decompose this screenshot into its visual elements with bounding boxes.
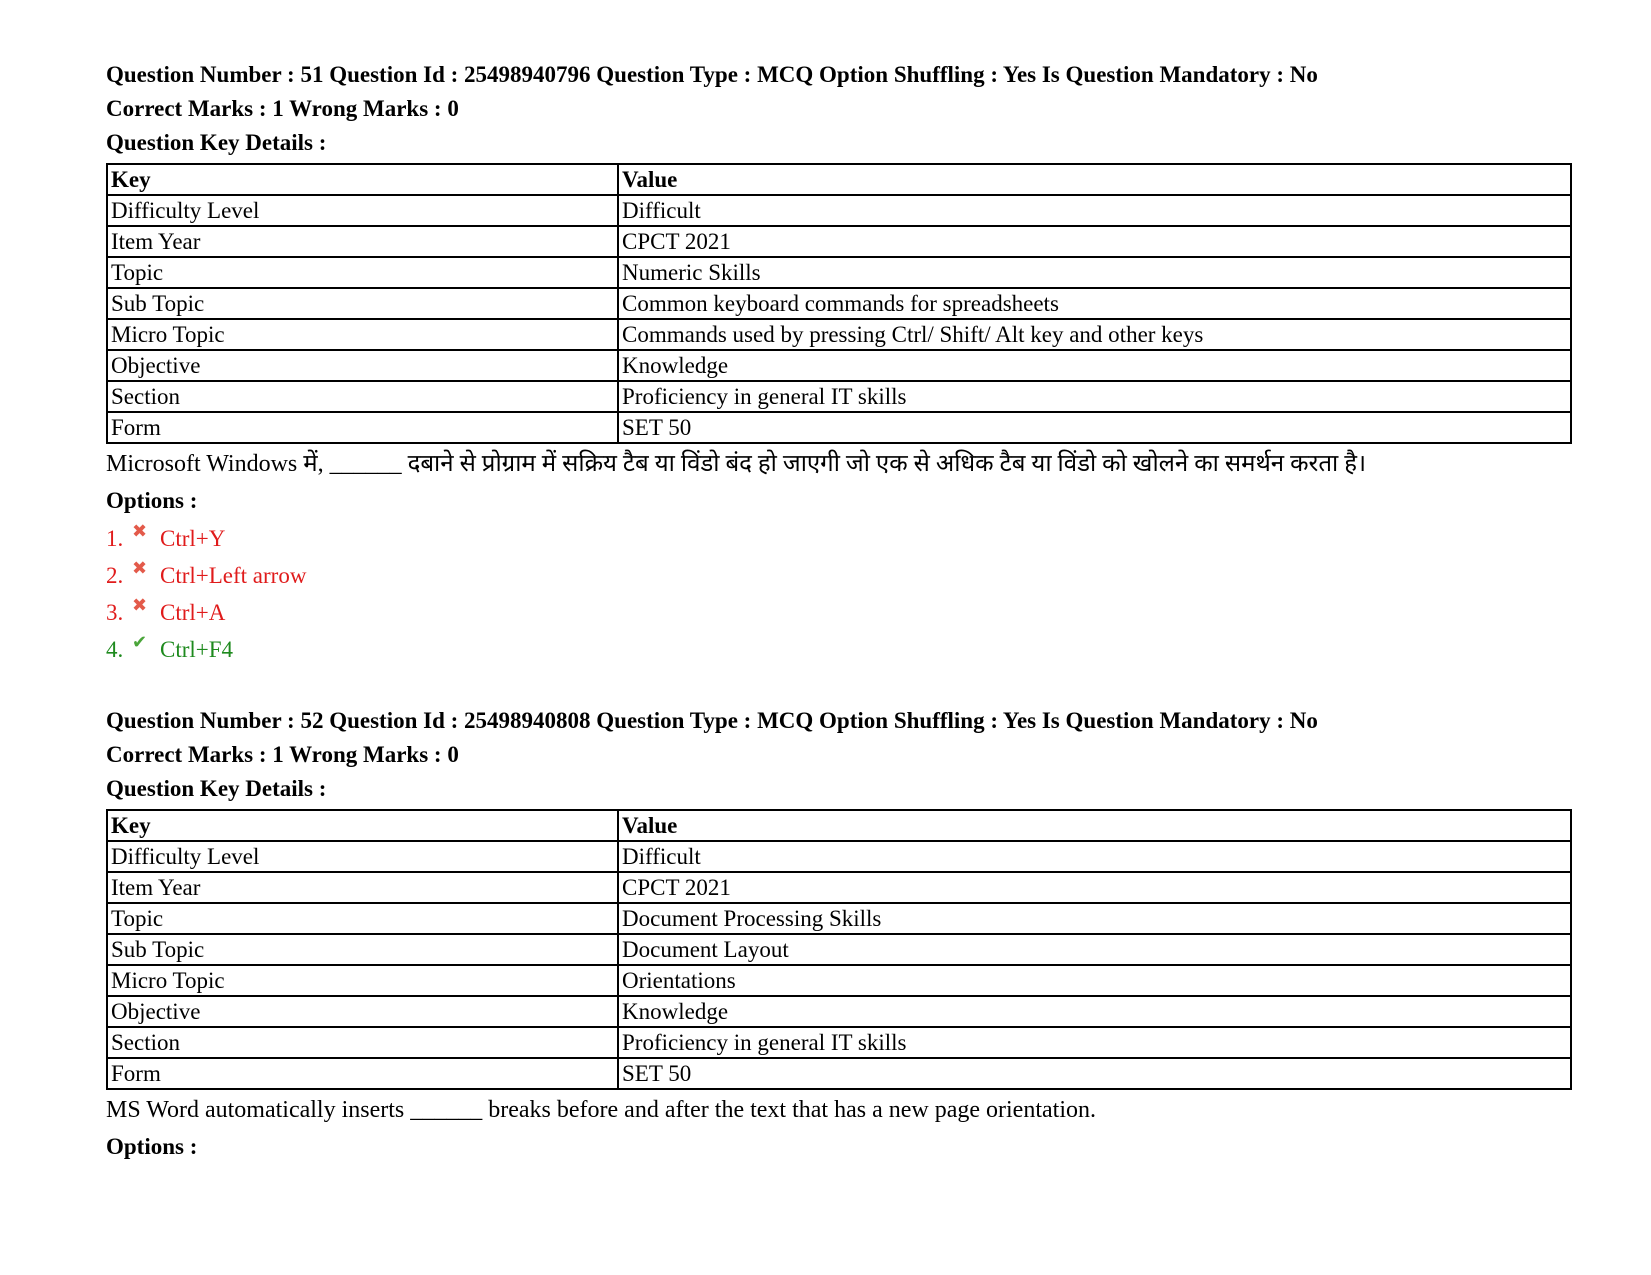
row-key: Item Year <box>107 226 618 257</box>
row-value: Numeric Skills <box>618 257 1571 288</box>
key-details-table <box>106 163 1572 444</box>
block-spacer <box>106 668 1572 704</box>
row-value: Common keyboard commands for spreadsheets <box>618 288 1571 319</box>
option-text: Ctrl+Left arrow <box>160 563 307 588</box>
row-key: Topic <box>107 257 618 288</box>
header-key: Key <box>107 810 618 841</box>
row-key: Difficulty Level <box>107 195 618 226</box>
table-row <box>107 996 1571 1027</box>
row-key: Micro Topic <box>107 965 618 996</box>
marks-line: Correct Marks : 1 Wrong Marks : 0 <box>106 96 459 121</box>
question-text: Microsoft Windows में, ______ दबाने से प्रोग्राम में सक्रिय टैब या विंडो बंद हो जाएगी जो एक से अधिक टैब या विंडो को खोलने का समर्थन करता है। <box>106 451 1367 477</box>
option-number: 3. <box>106 600 124 625</box>
row-key: Objective <box>107 350 618 381</box>
question-meta-line: Question Number : 51 Question Id : 25498940796 Question Type : MCQ Option Shuffling : Yes Is Question Mandatory : No <box>106 62 1318 87</box>
row-value: Knowledge <box>618 350 1571 381</box>
row-value: Knowledge <box>618 996 1571 1027</box>
table-row <box>107 903 1571 934</box>
row-value: Commands used by pressing Ctrl/ Shift/ Alt key and other keys <box>618 319 1571 350</box>
table-row <box>107 934 1571 965</box>
header-value: Value <box>618 164 1571 195</box>
option-number: 4. <box>106 637 124 662</box>
row-key: Topic <box>107 903 618 934</box>
row-value: SET 50 <box>618 1058 1571 1089</box>
marks-line: Correct Marks : 1 Wrong Marks : 0 <box>106 742 459 767</box>
row-key: Sub Topic <box>107 934 618 965</box>
table-row <box>107 872 1571 903</box>
row-value: Document Layout <box>618 934 1571 965</box>
check-icon: ✔ <box>132 632 148 653</box>
table-row <box>107 841 1571 872</box>
question-block-52 <box>106 704 1572 1164</box>
cross-icon: ✖ <box>132 558 148 579</box>
options-list <box>106 520 1572 668</box>
table-row <box>107 1058 1571 1089</box>
option-text: Ctrl+A <box>160 600 226 625</box>
option-1 <box>106 520 1572 557</box>
row-key: Form <box>107 412 618 443</box>
table-header-row <box>107 164 1571 195</box>
question-block-51 <box>106 58 1572 668</box>
table-row <box>107 257 1571 288</box>
table-row <box>107 319 1571 350</box>
option-4 <box>106 631 1572 668</box>
table-row <box>107 381 1571 412</box>
key-details-label: Question Key Details : <box>106 130 327 155</box>
row-key: Form <box>107 1058 618 1089</box>
table-row <box>107 965 1571 996</box>
row-value: CPCT 2021 <box>618 226 1571 257</box>
key-details-label: Question Key Details : <box>106 776 327 801</box>
row-value: CPCT 2021 <box>618 872 1571 903</box>
header-key: Key <box>107 164 618 195</box>
option-text: Ctrl+F4 <box>160 637 234 662</box>
option-number: 1. <box>106 526 124 551</box>
cross-icon: ✖ <box>132 521 148 542</box>
key-details-table <box>106 809 1572 1090</box>
option-3 <box>106 594 1572 631</box>
header-value: Value <box>618 810 1571 841</box>
row-value: Orientations <box>618 965 1571 996</box>
row-value: Proficiency in general IT skills <box>618 1027 1571 1058</box>
table-row <box>107 288 1571 319</box>
row-value: Document Processing Skills <box>618 903 1571 934</box>
row-value: Difficult <box>618 841 1571 872</box>
row-value: Difficult <box>618 195 1571 226</box>
options-label: Options : <box>106 488 198 513</box>
cross-icon: ✖ <box>132 595 148 616</box>
row-key: Section <box>107 1027 618 1058</box>
row-value: Proficiency in general IT skills <box>618 381 1571 412</box>
table-row <box>107 412 1571 443</box>
question-text: MS Word automatically inserts ______ breaks before and after the text that has a new page orientation. <box>106 1097 1096 1123</box>
table-header-row <box>107 810 1571 841</box>
option-2 <box>106 557 1572 594</box>
row-key: Sub Topic <box>107 288 618 319</box>
row-key: Objective <box>107 996 618 1027</box>
table-row <box>107 1027 1571 1058</box>
row-key: Item Year <box>107 872 618 903</box>
table-row <box>107 226 1571 257</box>
option-number: 2. <box>106 563 124 588</box>
option-text: Ctrl+Y <box>160 526 226 551</box>
options-label: Options : <box>106 1134 198 1159</box>
row-value: SET 50 <box>618 412 1571 443</box>
row-key: Difficulty Level <box>107 841 618 872</box>
table-row <box>107 195 1571 226</box>
row-key: Micro Topic <box>107 319 618 350</box>
document-page <box>106 58 1572 1164</box>
table-row <box>107 350 1571 381</box>
question-meta-line: Question Number : 52 Question Id : 25498940808 Question Type : MCQ Option Shuffling : Yes Is Question Mandatory : No <box>106 708 1318 733</box>
row-key: Section <box>107 381 618 412</box>
